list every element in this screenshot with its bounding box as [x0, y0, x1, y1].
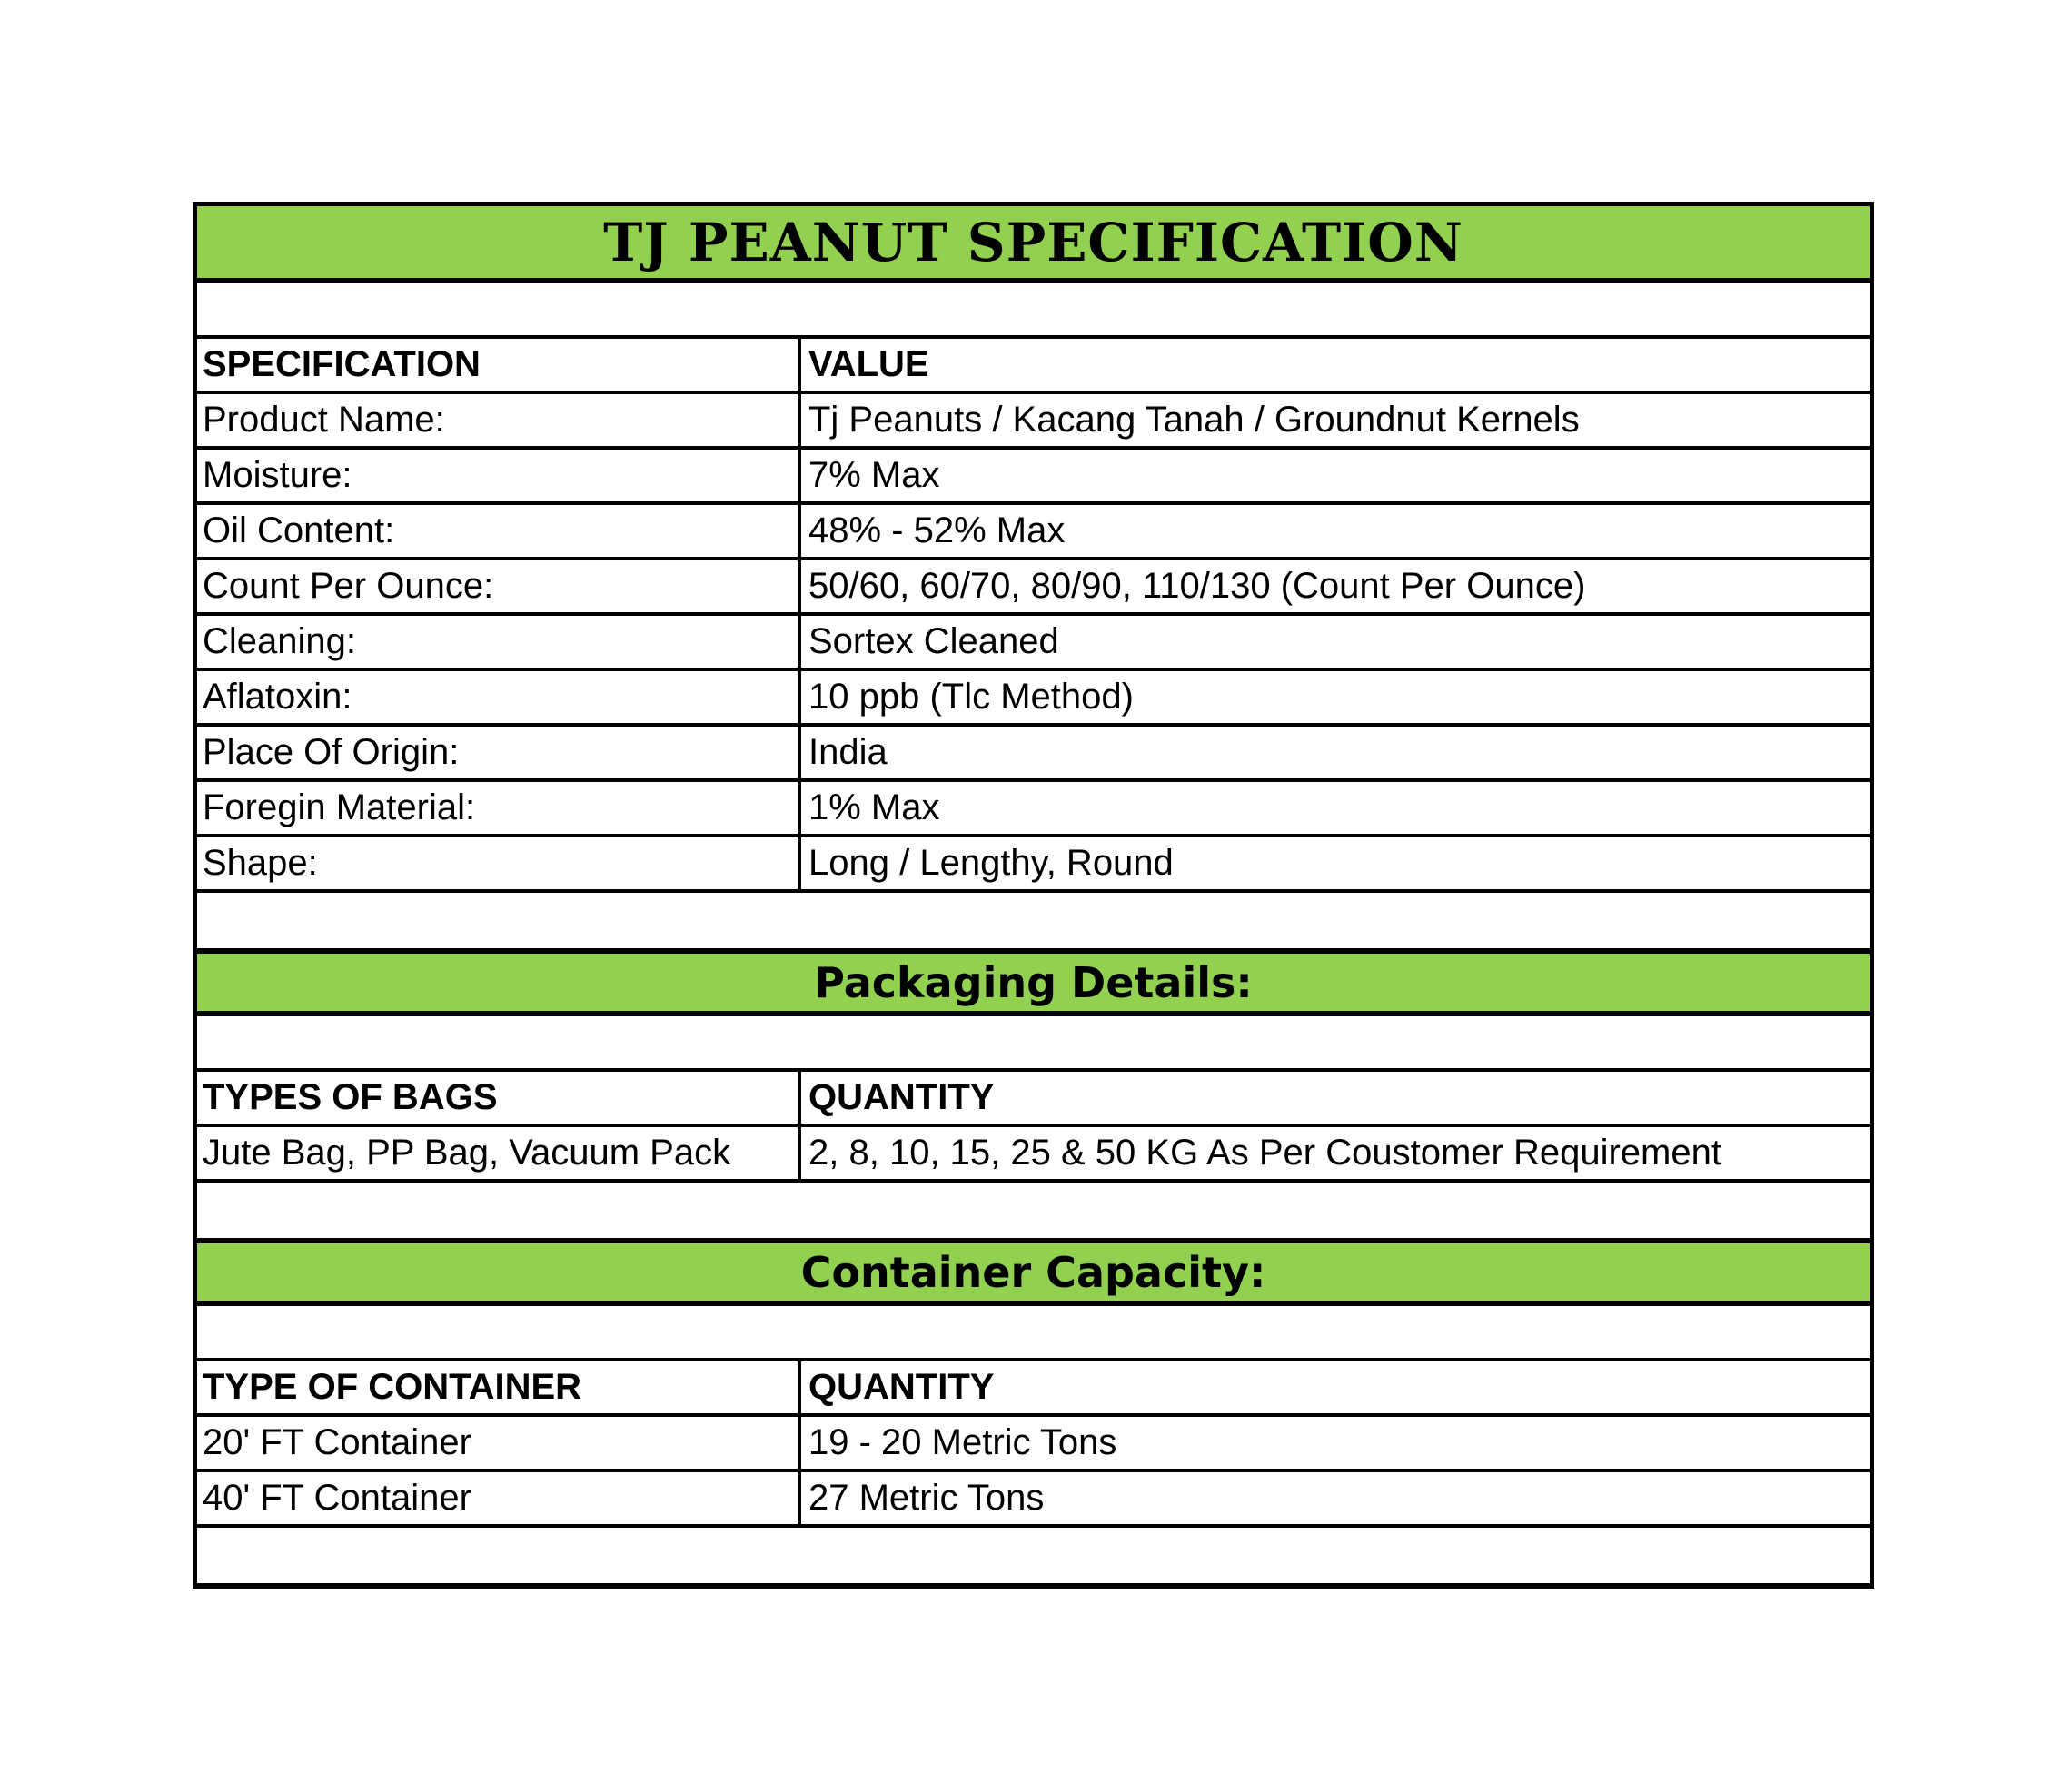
spec-value: 48% - 52% Max	[808, 510, 1066, 550]
packaging-header-quantity: QUANTITY	[808, 1077, 995, 1117]
spec-label: Moisture:	[197, 450, 801, 501]
table-row	[197, 560, 1870, 616]
table-row	[197, 837, 1870, 893]
spec-label: Oil Content:	[197, 505, 801, 557]
spec-value: India	[808, 732, 888, 772]
blank-row	[197, 893, 1870, 948]
blank-row	[197, 1183, 1870, 1238]
container-type: 20' FT Container	[197, 1417, 801, 1469]
container-banner	[197, 1238, 1870, 1306]
spec-label: Product Name:	[197, 394, 801, 446]
page-title: TJ PEANUT SPECIFICATION	[603, 211, 1463, 273]
spec-value: Long / Lengthy, Round	[808, 843, 1174, 883]
spec-label: Place Of Origin:	[197, 727, 801, 778]
table-row	[197, 505, 1870, 560]
table-row	[197, 1417, 1870, 1472]
packaging-header-row	[197, 1072, 1870, 1127]
table-row	[197, 394, 1870, 450]
spec-value: Tj Peanuts / Kacang Tanah / Groundnut Kernels	[808, 400, 1580, 440]
packaging-header-bags: TYPES OF BAGS	[197, 1072, 801, 1124]
table-row	[197, 1472, 1870, 1528]
blank-row	[197, 283, 1870, 339]
spec-value: 50/60, 60/70, 80/90, 110/130 (Count Per Ounce)	[808, 566, 1586, 606]
blank-row	[197, 1528, 1870, 1583]
title-banner	[197, 206, 1870, 283]
spec-label: Cleaning:	[197, 616, 801, 668]
spec-label: Aflatoxin:	[197, 671, 801, 723]
blank-row	[197, 1016, 1870, 1072]
table-row	[197, 616, 1870, 671]
spec-value: 1% Max	[808, 787, 940, 827]
spec-label: Count Per Ounce:	[197, 560, 801, 612]
table-row	[197, 727, 1870, 782]
blank-row	[197, 1306, 1870, 1361]
packaging-banner	[197, 948, 1870, 1016]
container-quantity: 19 - 20 Metric Tons	[808, 1422, 1117, 1462]
table-row	[197, 671, 1870, 727]
container-type: 40' FT Container	[197, 1472, 801, 1524]
packaging-quantity: 2, 8, 10, 15, 25 & 50 KG As Per Coustomer Requirement	[808, 1133, 1721, 1173]
container-header-row	[197, 1361, 1870, 1417]
spec-value: 7% Max	[808, 455, 940, 495]
container-header-type: TYPE OF CONTAINER	[197, 1361, 801, 1413]
container-heading: Container Capacity:	[800, 1247, 1266, 1297]
table-row	[197, 1127, 1870, 1183]
spec-header-value: VALUE	[808, 344, 929, 384]
table-row	[197, 782, 1870, 837]
container-header-quantity: QUANTITY	[808, 1367, 995, 1407]
spec-label: Foregin Material:	[197, 782, 801, 834]
spec-header-specification: SPECIFICATION	[197, 339, 801, 391]
packaging-heading: Packaging Details:	[814, 957, 1253, 1007]
spec-label: Shape:	[197, 837, 801, 889]
spec-header-row	[197, 339, 1870, 394]
container-quantity: 27 Metric Tons	[808, 1478, 1045, 1518]
table-row	[197, 450, 1870, 505]
spec-value: Sortex Cleaned	[808, 621, 1059, 661]
packaging-bag-types: Jute Bag, PP Bag, Vacuum Pack	[197, 1127, 801, 1179]
spec-value: 10 ppb (Tlc Method)	[808, 677, 1134, 717]
spec-sheet	[193, 202, 1874, 1589]
